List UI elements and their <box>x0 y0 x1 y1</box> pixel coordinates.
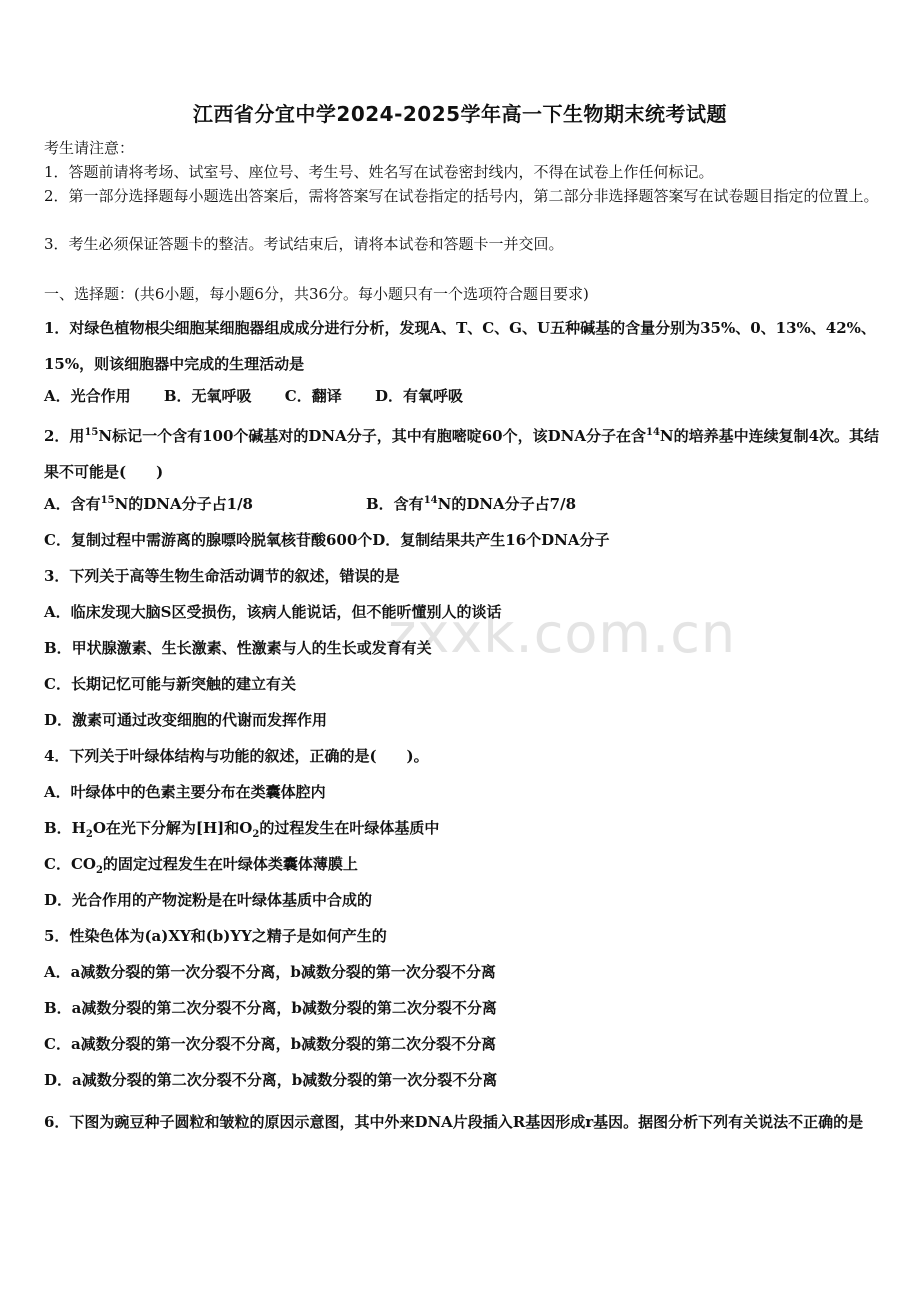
question-4-option-b[interactable] <box>44 818 439 838</box>
question-2-isotope-14: 14 <box>645 427 660 438</box>
question-4-option-b-part-2: O在光下分解为[H]和O <box>92 819 253 837</box>
question-5-option-c[interactable]: C．a减数分裂的第一次分裂不分离，b减数分裂的第二次分裂不分离 <box>44 1035 497 1053</box>
question-1-option-b[interactable]: B．无氧呼吸 <box>163 387 252 405</box>
section-heading: 一、选择题：(共6小题，每小题6分，共36分。每小题只有一个选项符合题目要求) <box>44 285 589 303</box>
question-2-option-a-isotope: 15 <box>100 495 115 506</box>
question-2-option-a-prefix: A．含有 <box>44 495 101 513</box>
question-2-option-a[interactable] <box>44 494 253 514</box>
question-2-option-b[interactable] <box>366 494 576 514</box>
question-2-stem-part-3: N的培养基中连续复制4次。其结果不可能是( ) <box>44 427 880 481</box>
question-4-option-a[interactable]: A．叶绿体中的色素主要分布在类囊体腔内 <box>44 783 326 801</box>
question-5-stem: 5．性染色体为(a)XY和(b)YY之精子是如何产生的 <box>44 927 387 945</box>
question-4-option-b-subscript-1: 2 <box>85 829 93 840</box>
notice-item-3: 3．考生必须保证答题卡的整洁。考试结束后，请将本试卷和答题卡一并交回。 <box>44 235 564 253</box>
question-3-option-d[interactable]: D．激素可通过改变细胞的代谢而发挥作用 <box>44 711 328 729</box>
question-5-option-b[interactable]: B．a减数分裂的第二次分裂不分离，b减数分裂的第二次分裂不分离 <box>44 999 497 1017</box>
question-2-stem-part-2: N标记一个含有100个碱基对的DNA分子，其中有胞嘧啶60个，该DNA分子在含 <box>98 427 646 445</box>
question-4-option-b-part-1: B．H <box>44 819 86 837</box>
notice-item-2: 2．第一部分选择题每小题选出答案后，需将答案写在试卷指定的括号内，第二部分非选择题答案写在试卷题目指定的位置上。 <box>44 187 879 205</box>
question-2-option-b-text: N的DNA分子占7/8 <box>437 495 577 513</box>
question-2-option-a-text: N的DNA分子占1/8 <box>114 495 253 513</box>
question-2-option-c-d[interactable]: C．复制过程中需游离的腺嘌呤脱氧核苷酸600个D．复制结果共产生16个DNA分子 <box>44 531 610 549</box>
question-4-option-b-subscript-2: 2 <box>252 829 260 840</box>
page-title: 江西省分宜中学2024-2025学年高一下生物期末统考试题 <box>192 102 728 126</box>
question-4-option-c[interactable] <box>44 854 358 874</box>
question-2-stem <box>44 418 880 490</box>
question-2-stem-part-1: 2．用 <box>44 427 85 445</box>
question-4-stem: 4．下列关于叶绿体结构与功能的叙述，正确的是( )。 <box>44 747 429 765</box>
question-3-option-b[interactable]: B．甲状腺激素、生长激素、性激素与人的生长或发育有关 <box>44 639 432 657</box>
watermark: zxxk.com.cn <box>388 602 737 665</box>
question-3-option-a[interactable]: A．临床发现大脑S区受损伤，该病人能说话，但不能听懂别人的谈话 <box>44 603 502 621</box>
question-4-option-c-subscript: 2 <box>95 865 103 876</box>
question-3-option-c[interactable]: C．长期记忆可能与新突触的建立有关 <box>44 675 296 693</box>
question-1-option-d[interactable]: D．有氧呼吸 <box>374 387 463 405</box>
question-4-option-d[interactable]: D．光合作用的产物淀粉是在叶绿体基质中合成的 <box>44 891 373 909</box>
question-2-option-b-prefix: B．含有 <box>366 495 424 513</box>
question-2-isotope-15: 15 <box>84 427 99 438</box>
question-4-option-c-part-2: 的固定过程发生在叶绿体类囊体薄膜上 <box>102 855 358 873</box>
question-1-option-a[interactable]: A．光合作用 <box>44 387 131 405</box>
question-1-options <box>44 386 491 406</box>
notice-item-1: 1．答题前请将考场、试室号、座位号、考生号、姓名写在试卷密封线内，不得在试卷上作任何标记。 <box>44 163 714 181</box>
question-1-option-c[interactable]: C．翻译 <box>284 387 342 405</box>
question-1-stem: 1．对绿色植物根尖细胞某细胞器组成成分进行分析，发现A、T、C、G、U五种碱基的含量分别为35%、0、13%、42%、15%，则该细胞器中完成的生理活动是 <box>44 319 876 373</box>
question-5-option-d[interactable]: D．a减数分裂的第二次分裂不分离，b减数分裂的第一次分裂不分离 <box>44 1071 498 1089</box>
question-6-stem: 6．下图为豌豆种子圆粒和皱粒的原因示意图，其中外来DNA片段插入R基因形成r基因。据图分析下列有关说法不正确的是 <box>44 1113 864 1131</box>
question-4-option-b-part-3: 的过程发生在叶绿体基质中 <box>259 819 440 837</box>
question-2-option-b-isotope: 14 <box>423 495 438 506</box>
notice-heading: 考生请注意： <box>44 139 135 157</box>
question-4-option-c-part-1: C．CO <box>44 855 96 873</box>
question-3-stem: 3．下列关于高等生物生命活动调节的叙述，错误的是 <box>44 567 400 585</box>
question-5-option-a[interactable]: A．a减数分裂的第一次分裂不分离，b减数分裂的第一次分裂不分离 <box>44 963 496 981</box>
